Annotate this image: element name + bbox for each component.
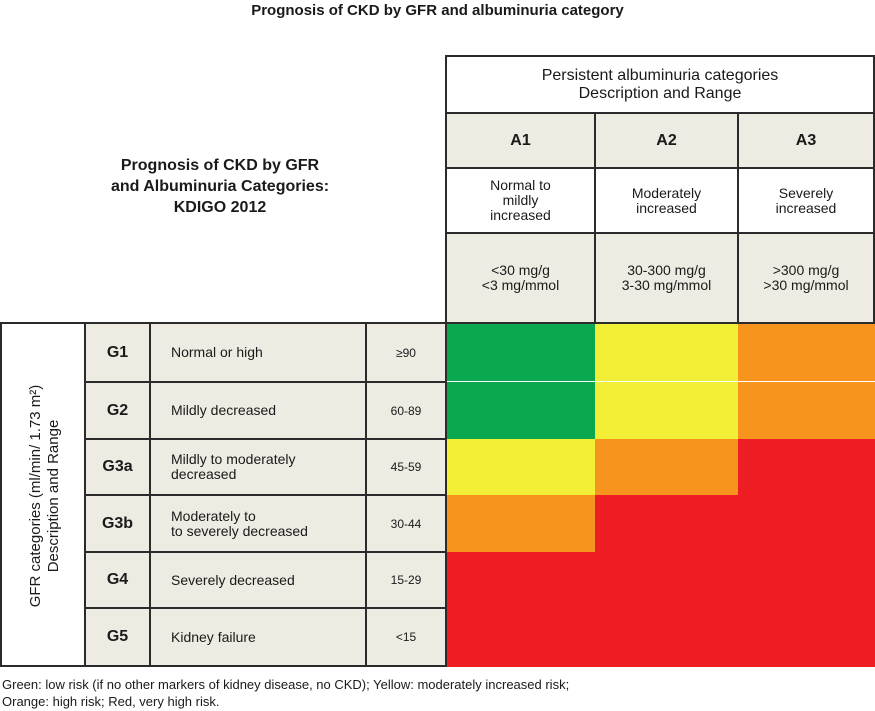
risk-cell-g3a-a1 [447, 439, 595, 495]
gfr-range-g3a: 45-59 [365, 438, 447, 496]
gfr-range-g3b: 30-44 [365, 494, 447, 553]
gfr-code-g1: G1 [84, 322, 151, 383]
risk-cell-g4-a3 [738, 552, 875, 608]
albuminuria-range-a3: >300 mg/g >30 mg/mmol [737, 232, 875, 324]
gfr-range-g1: ≥90 [365, 322, 447, 383]
risk-legend [2, 676, 872, 710]
albuminuria-header: Persistent albuminuria categories Description and Range [445, 55, 875, 114]
risk-cell-g4-a2 [595, 552, 738, 608]
gfr-code-g3a: G3a [84, 438, 151, 496]
albuminuria-desc-a1: Normal to mildly increased [445, 167, 596, 234]
gfr-code-g2: G2 [84, 381, 151, 440]
gfr-range-g4: 15-29 [365, 551, 447, 609]
risk-cell-g2-a1 [447, 382, 595, 439]
legend-line-2: Orange: high risk; Red, very high risk. [2, 694, 220, 709]
albuminuria-desc-a3: Severely increased [737, 167, 875, 234]
risk-cell-g3b-a3 [738, 495, 875, 552]
risk-cell-g1-a1 [447, 324, 595, 381]
gfr-desc-g3b: Moderately to to severely decreased [149, 494, 367, 553]
risk-cell-g1-a3 [738, 324, 875, 381]
risk-cell-g2-a3 [738, 382, 875, 439]
legend-line-1: Green: low risk (if no other markers of kidney disease, no CKD); Yellow: moderately increased risk; [2, 677, 570, 692]
risk-cell-g5-a1 [447, 608, 595, 667]
gfr-range-g5: <15 [365, 607, 447, 667]
albuminuria-desc-a2: Moderately increased [594, 167, 739, 234]
albuminuria-range-a1: <30 mg/g <3 mg/mmol [445, 232, 596, 324]
albuminuria-code-a3: A3 [737, 112, 875, 169]
risk-cell-g3b-a1 [447, 495, 595, 552]
albuminuria-code-a2: A2 [594, 112, 739, 169]
diagram-title: Prognosis of CKD by GFR and Albuminuria Categories: KDIGO 2012 [110, 157, 330, 216]
gfr-desc-g3a: Mildly to moderately decreased [149, 438, 367, 496]
gfr-desc-g2: Mildly decreased [149, 381, 367, 440]
gfr-axis-label-box [0, 322, 86, 667]
risk-cell-g5-a2 [595, 608, 738, 667]
risk-cell-g4-a1 [447, 552, 595, 608]
risk-cell-g3a-a2 [595, 439, 738, 495]
risk-cell-g5-a3 [738, 608, 875, 667]
gfr-desc-g4: Severely decreased [149, 551, 367, 609]
gfr-desc-g1: Normal or high [149, 322, 367, 383]
albuminuria-range-a2: 30-300 mg/g 3-30 mg/mmol [594, 232, 739, 324]
gfr-axis-label: GFR categories (ml/min/ 1.73 m²) Description and Range [27, 384, 62, 608]
gfr-code-g3b: G3b [84, 494, 151, 553]
gfr-code-g4: G4 [84, 551, 151, 609]
gfr-range-g2: 60-89 [365, 381, 447, 440]
risk-cell-g3b-a2 [595, 495, 738, 552]
gfr-desc-g5: Kidney failure [149, 607, 367, 667]
risk-cell-g2-a2 [595, 382, 738, 439]
risk-cell-g1-a2 [595, 324, 738, 381]
gfr-code-g5: G5 [84, 607, 151, 667]
albuminuria-code-a1: A1 [445, 112, 596, 169]
figure-title: Prognosis of CKD by GFR and albuminuria category [251, 2, 624, 19]
risk-cell-g3a-a3 [738, 439, 875, 495]
